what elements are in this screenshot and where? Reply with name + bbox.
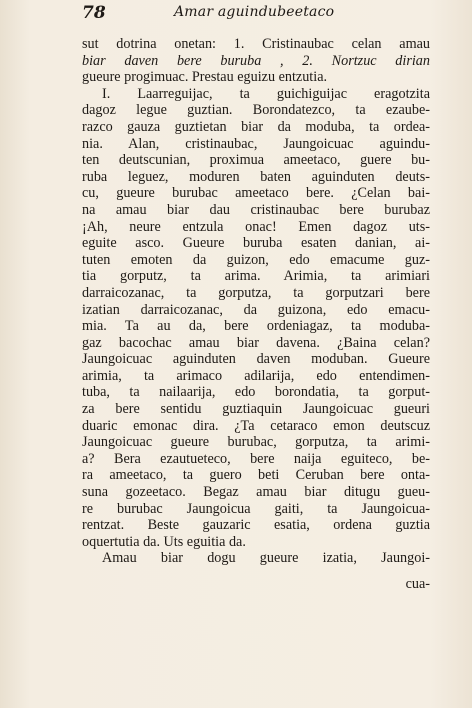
text-line: biar daven bere buruba , 2. Nortzuc dirian bbox=[82, 52, 430, 69]
text-line: izatian darraicozanac, da guizona, edo emacu- bbox=[82, 301, 430, 318]
text-line: gaz bacochac amau biar davena. ¿Baina celan? bbox=[82, 334, 430, 351]
text-line: sut dotrina onetan: 1. Cristinaubac celan amau bbox=[82, 36, 430, 52]
text-line: tia gorputz, ta arima. Arimia, ta arimiari bbox=[82, 268, 430, 285]
text-line: razco gauza guztietan biar da moduba, ta ordea- bbox=[82, 118, 430, 135]
text-line: cu, gueure burubac ameetaco bere. ¿Celan bai- bbox=[82, 185, 430, 202]
text-line: na amau biar dau cristinaubac bere burubaz bbox=[82, 201, 430, 218]
page-number: 78 bbox=[82, 3, 106, 23]
text-line: duaric emonac dira. ¿Ta cetaraco emon deutscuz bbox=[82, 417, 430, 434]
text-line: ¡Ah, neure entzula onac! Emen dagoz uts- bbox=[82, 218, 430, 235]
text-line: tuba, ta nailaarija, edo borondatia, ta gorput- bbox=[82, 384, 430, 401]
text-line: ra ameetaco, ta guero beti Ceruban bere onta- bbox=[82, 467, 430, 484]
text-line: I. Laarreguijac, ta guichiguijac eragotzita bbox=[102, 85, 430, 102]
text-line: ten deutscunian, proximua ameetaco, guere bu- bbox=[82, 152, 430, 169]
text-line: za bere sentidu guztiaquin Jaungoicuac gueuri bbox=[82, 401, 430, 418]
text-line: tuten emoten da guizon, edo emacume guz- bbox=[82, 251, 430, 268]
running-title: Amar aguindubeetaco bbox=[174, 4, 335, 20]
text-line: a? Bera ezautueteco, bere naija eguiteco, be- bbox=[82, 450, 430, 467]
text-line: suna gozeetaco. Begaz amau biar ditugu gueu- bbox=[82, 484, 430, 501]
text-line: oquertutia da. Uts eguitia da. bbox=[82, 533, 246, 550]
text-line: arimia, ta arimaco adilarija, edo entendimen- bbox=[82, 367, 430, 384]
text-line: Jaungoicuac aguinduten daven moduban. Gueure bbox=[82, 351, 430, 368]
text-line: gueure progimuac. Prestau eguizu entzutia. bbox=[82, 69, 328, 86]
text-line: dagoz legue guztian. Borondatezco, ta ezaube- bbox=[82, 102, 430, 119]
text-line: mia. Ta au da, bere ordeniagaz, ta moduba- bbox=[82, 318, 430, 335]
text-line: re burubac Jaungoicua gaiti, ta Jaungoicua- bbox=[82, 500, 430, 517]
body-text bbox=[82, 36, 430, 567]
text-line: Jaungoicuac gueure burubac, gorputza, ta arimi- bbox=[82, 434, 430, 451]
text-line: darraicozanac, ta gorputza, ta gorputzari bere bbox=[82, 284, 430, 301]
catchword: cua- bbox=[405, 576, 430, 592]
text-line: eguite asco. Gueure buruba esaten danian, ai- bbox=[82, 235, 430, 252]
text-line: nia. Alan, cristinaubac, Jaungoicuac aguindu- bbox=[82, 135, 430, 152]
text-line: ruba leguez, moduren baten aguinduten deuts- bbox=[82, 168, 430, 185]
text-line: rentzat. Beste gauzaric esatia, ordena guztia bbox=[82, 517, 430, 534]
text-line: Amau biar dogu gueure izatia, Jaungoi- bbox=[102, 550, 430, 567]
